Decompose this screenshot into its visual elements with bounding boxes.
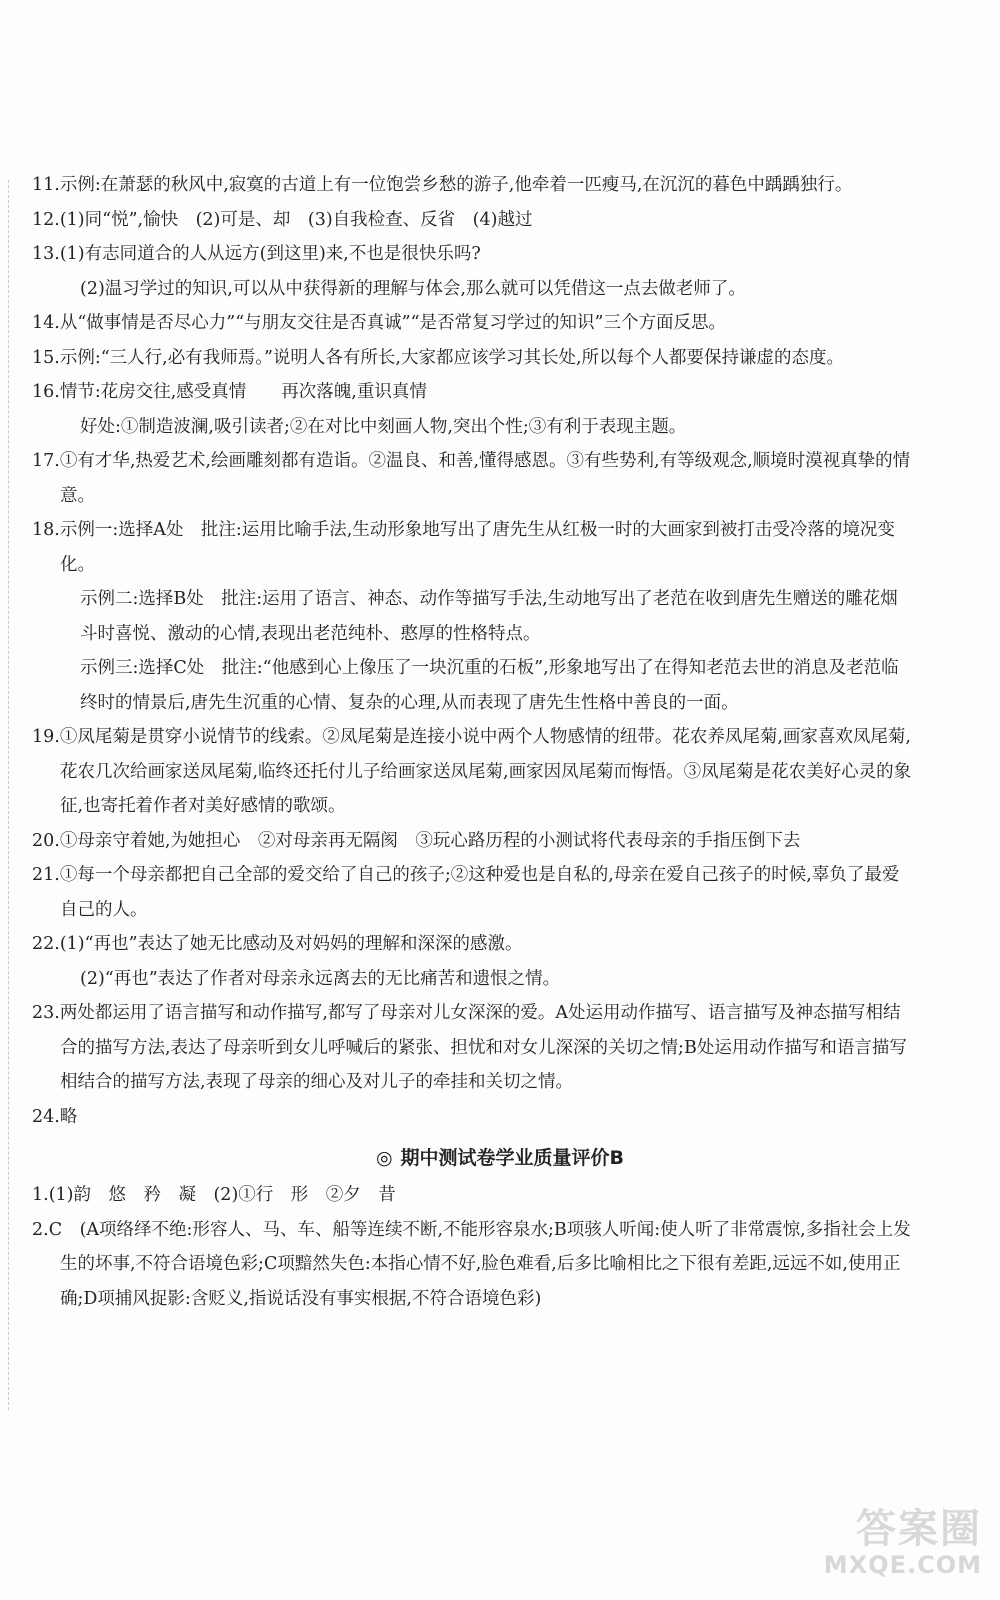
answer-item: 22.(1)“再也”表达了她无比感动及对妈妈的理解和深深的感激。 xyxy=(32,934,523,954)
answers-part-1 xyxy=(0,168,1000,1134)
answer-content xyxy=(0,168,1000,1316)
watermark-top: 答案圈 xyxy=(856,1506,982,1552)
answer-item: 16.情节:花房交往,感受真情 再次落魄,重识真情 xyxy=(32,382,427,402)
section-title-text: 期中测试卷学业质量评价B xyxy=(400,1147,625,1169)
answer-item: 21.①每一个母亲都把自己全部的爱交给了自己的孩子;②这种爱也是自私的,母亲在爱自己孩子的时候,辜负了最爱自己的人。 xyxy=(32,865,900,920)
answer-item: 18.示例一:选择A处 批注:运用比喻手法,生动形象地写出了唐先生从红极一时的大画家到被打击受冷落的境况变化。 xyxy=(32,520,895,575)
answer-subitem: (2)“再也”表达了作者对母亲永远离去的无比痛苦和遗恨之情。 xyxy=(80,968,561,989)
answer-item: 24.略 xyxy=(32,1106,78,1127)
answer-item: 15.示例:“三人行,必有我师焉。”说明人各有所长,大家都应该学习其长处,所以每个人都要保持谦虚的态度。 xyxy=(32,347,845,368)
watermark-logo xyxy=(782,1506,982,1586)
answer-subitem: 好处:①制造波澜,吸引读者;②在对比中刻画人物,突出个性;③有利于表现主题。 xyxy=(80,416,687,437)
answer-item: 11.示例:在萧瑟的秋风中,寂寞的古道上有一位饱尝乡愁的游子,他牵着一匹瘦马,在沉沉的暮色中踽踽独行。 xyxy=(32,175,853,195)
answer-item: 23.两处都运用了语言描写和动作描写,都写了母亲对儿女深深的爱。A处运用动作描写、语言描写及神态描写相结合的描写方法,表达了母亲听到女儿呼喊后的紧张、担忧和对女儿深深的关切之情;B处运用动作描写和语言描写相结合的描写方法,表现了母亲的细心及对儿子的牵挂和关切之情。 xyxy=(32,1003,907,1092)
watermark-bottom: MXQE.COM xyxy=(823,1551,982,1579)
section-heading xyxy=(0,1138,1000,1178)
answer-item: 12.(1)同“悦”,愉快 (2)可是、却 (3)自我检查、反省 (4)越过 xyxy=(32,209,533,230)
answer-item: 2.C (A项络绎不绝:形容人、马、车、船等连续不断,不能形容泉水;B项骇人听闻:使人听了非常震惊,多指社会上发生的坏事,不符合语境色彩;C项黯然失色:本指心情不好,脸色难看,后多比喻相比之下很有差距,远远不如,使用正确;D项捕风捉影:含贬义,指说话没有事实根据,不符合语境色彩) xyxy=(32,1219,911,1309)
answer-item: 19.①凤尾菊是贯穿小说情节的线索。②凤尾菊是连接小说中两个人物感情的纽带。花农养凤尾菊,画家喜欢凤尾菊,花农几次给画家送凤尾菊,临终还托付儿子给画家送凤尾菊,画家因凤尾菊而悔悟。③凤尾菊是花农美好心灵的象征,也寄托着作者对美好感情的歌颂。 xyxy=(32,727,912,816)
answer-item: 17.①有才华,热爱艺术,绘画雕刻都有造诣。②温良、和善,懂得感恩。③有些势利,有等级观念,顺境时漠视真挚的情意。 xyxy=(32,451,911,506)
answer-subitem: 示例二:选择B处 批注:运用了语言、神态、动作等描写手法,生动地写出了老范在收到唐先生赠送的雕花烟斗时喜悦、激动的心情,表现出老范纯朴、憨厚的性格特点。 xyxy=(80,589,898,644)
section-mark-icon: ◎ xyxy=(375,1147,393,1169)
answer-item: 14.从“做事情是否尽心力”“与朋友交往是否真诚”“是否常复习学过的知识”三个方面反思。 xyxy=(32,313,727,333)
answer-item: 13.(1)有志同道合的人从远方(到这里)来,不也是很快乐吗? xyxy=(32,244,481,264)
answer-item: 1.(1)韵 悠 矜 凝 (2)①行 形 ②夕 昔 xyxy=(32,1185,396,1205)
answer-item: 20.①母亲守着她,为她担心 ②对母亲再无隔阂 ③玩心路历程的小测试将代表母亲的手指压倒下去 xyxy=(32,830,801,851)
answer-subitem: 示例三:选择C处 批注:“他感到心上像压了一块沉重的石板”,形象地写出了在得知老范去世的消息及老范临终时的情景后,唐先生沉重的心情、复杂的心理,从而表现了唐先生性格中善良的一面。 xyxy=(80,658,899,713)
answers-part-2 xyxy=(0,1178,1000,1316)
answer-subitem: (2)温习学过的知识,可以从中获得新的理解与体会,那么就可以凭借这一点去做老师了。 xyxy=(80,278,746,299)
